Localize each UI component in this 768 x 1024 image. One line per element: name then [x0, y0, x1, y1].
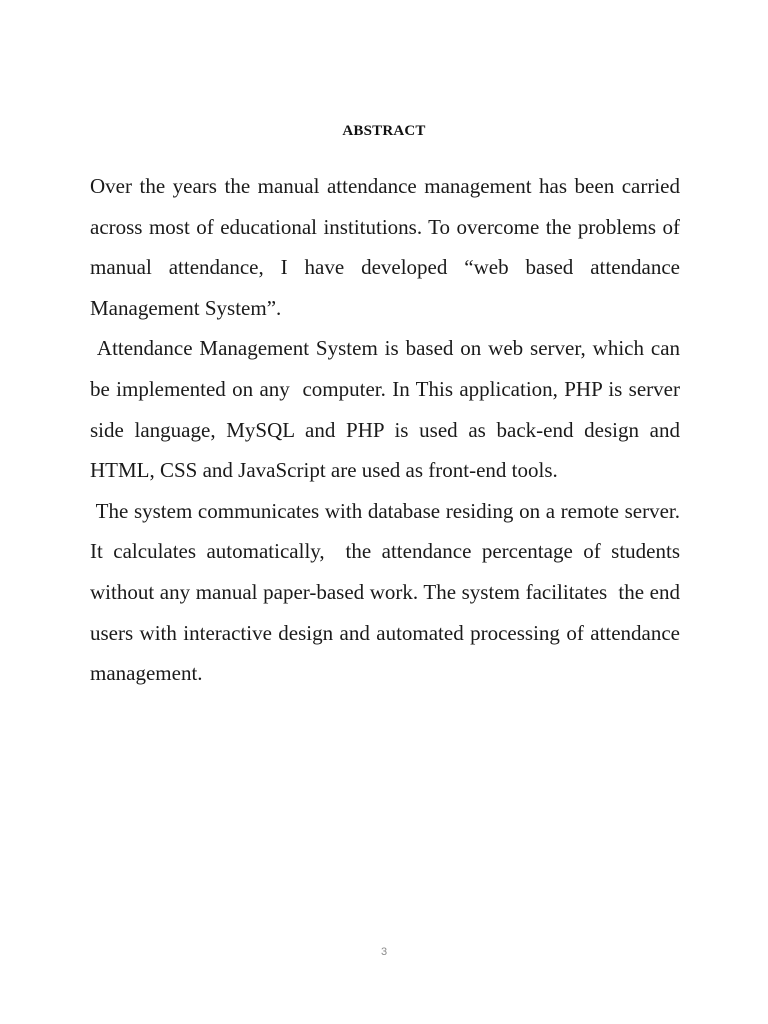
- abstract-body: [90, 166, 686, 694]
- paragraph-2: Attendance Management System is based on web server, which can be implemented on any computer. In This application, PHP is server side language, MySQL and PHP is used as back-end design and HTML, CSS and JavaScript are used as front-end tools.: [90, 336, 686, 483]
- paragraph-1: Over the years the manual attendance management has been carried across most of educational institutions. To overcome the problems of manual attendance, I have developed “web based attendance Management System”.: [90, 174, 680, 320]
- paragraph-3: The system communicates with database residing on a remote server. It calculates automatically, the attendance percentage of students without any manual paper-based work. The system facilitates the end users with interactive design and automated processing of attendance management.: [90, 498, 686, 686]
- page-number: 3: [380, 946, 388, 958]
- page-title: ABSTRACT: [342, 123, 426, 139]
